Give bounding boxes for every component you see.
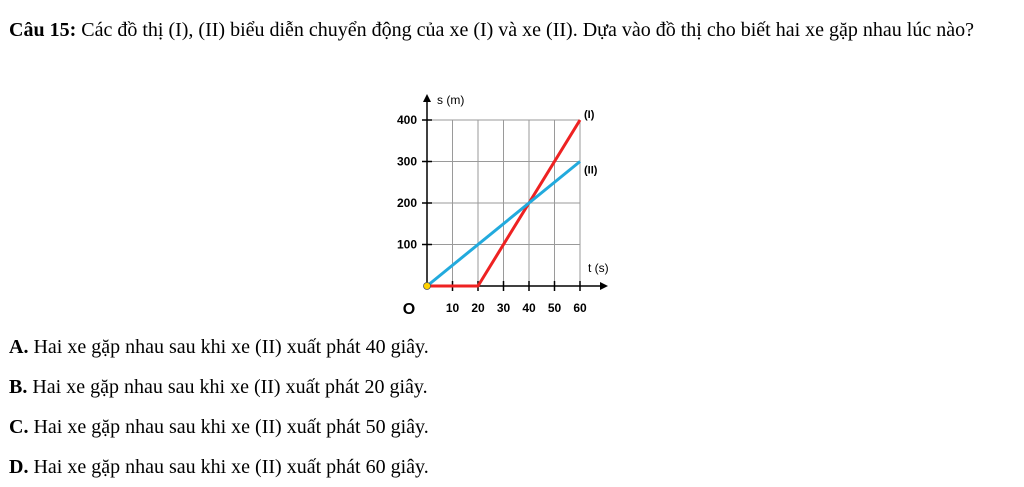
option-c[interactable] xyxy=(9,407,429,447)
x-tick-label-30: 30 xyxy=(496,301,511,315)
option-d-letter: D. xyxy=(9,456,29,478)
y-tick-label-400: 400 xyxy=(396,113,417,127)
question-number: Câu 15: xyxy=(9,19,77,41)
option-b[interactable] xyxy=(9,367,429,407)
option-c-text: Hai xe gặp nhau sau khi xe (II) xuất phát 50 giây. xyxy=(33,416,429,438)
option-d[interactable] xyxy=(9,447,429,487)
series-label-2: (II) xyxy=(584,164,598,177)
x-tick-label-20: 20 xyxy=(471,301,485,315)
y-axis-arrow-icon xyxy=(423,94,431,102)
question xyxy=(9,10,1019,50)
y-tick-label-100: 100 xyxy=(396,237,417,252)
option-a-text: Hai xe gặp nhau sau khi xe (II) xuất phát 40 giây. xyxy=(33,336,429,358)
y-axis-label: s (m) xyxy=(437,93,465,107)
answer-options xyxy=(9,327,429,487)
motion-graph xyxy=(380,88,670,323)
x-axis-arrow-icon xyxy=(600,282,608,290)
option-d-text: Hai xe gặp nhau sau khi xe (II) xuất phát 60 giây. xyxy=(33,456,429,478)
origin-label: O xyxy=(402,301,416,318)
option-b-letter: B. xyxy=(9,376,28,398)
x-tick-label-50: 50 xyxy=(547,301,562,315)
x-tick-label-10: 10 xyxy=(445,301,460,315)
x-axis-label: t (s) xyxy=(588,261,609,275)
x-tick-label-60: 60 xyxy=(573,301,587,315)
option-c-letter: C. xyxy=(9,416,29,438)
series-label-1: (I) xyxy=(584,109,595,121)
option-a-letter: A. xyxy=(9,336,29,358)
question-text: Các đồ thị (I), (II) biểu diễn chuyển động của xe (I) và xe (II). Dựa vào đồ thị cho biết hai xe gặp nhau lúc nào? xyxy=(81,19,974,41)
y-tick-label-200: 200 xyxy=(396,196,417,210)
x-tick-label-40: 40 xyxy=(522,301,536,315)
y-tick-label-300: 300 xyxy=(396,154,417,169)
option-a[interactable] xyxy=(9,327,429,367)
chart-grid xyxy=(427,120,580,286)
origin-dot xyxy=(424,283,431,290)
option-b-text: Hai xe gặp nhau sau khi xe (II) xuất phát 20 giây. xyxy=(32,376,428,398)
chart-series xyxy=(424,120,581,290)
motion-graph-svg xyxy=(380,88,670,323)
